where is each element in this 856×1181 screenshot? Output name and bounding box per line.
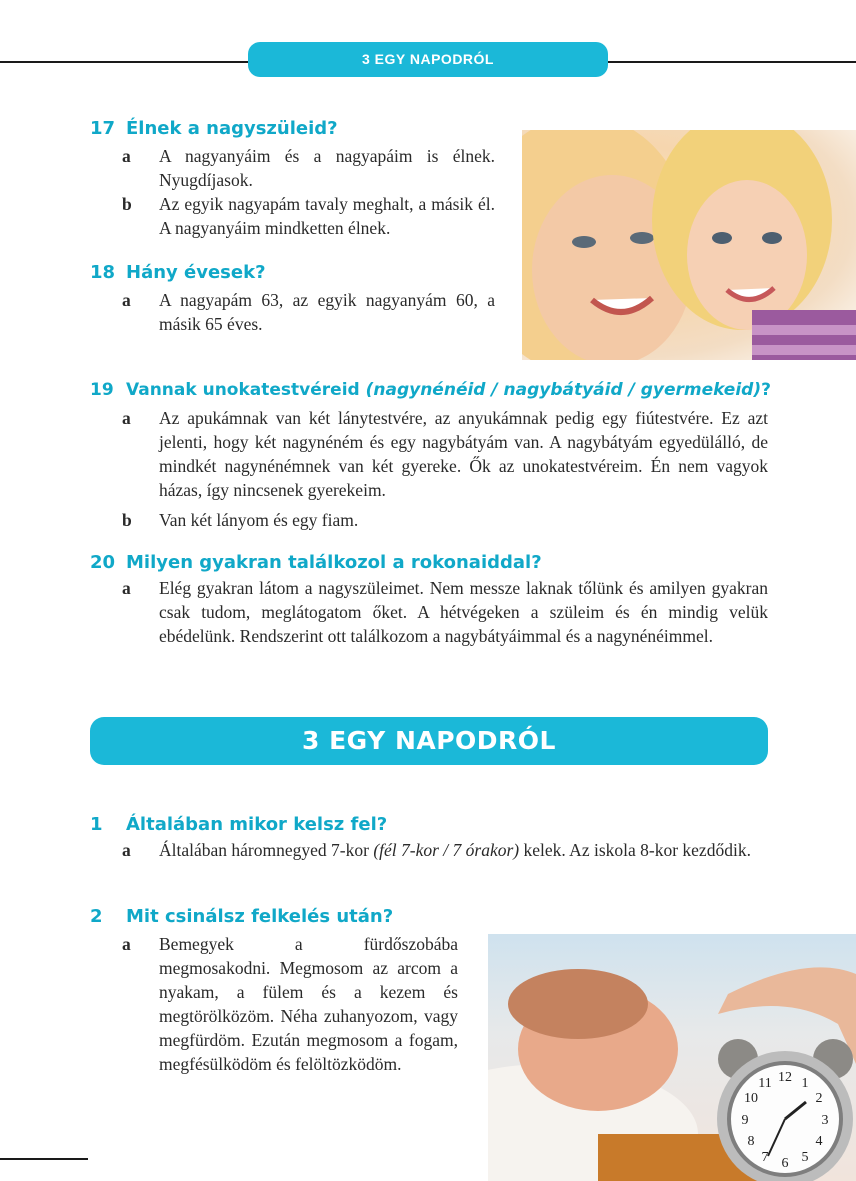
answer-hint: (fél 7-kor / 7 órakor) [373, 840, 520, 860]
answer-letter: a [122, 578, 131, 598]
answer-letter: a [122, 146, 131, 166]
answer-18a [122, 288, 495, 336]
answer-17a [122, 144, 495, 192]
footer-rule [0, 1158, 88, 1160]
question-text: Vannak unokatestvéreid [126, 380, 360, 400]
clock-numeral: 10 [744, 1091, 758, 1106]
clock-numeral: 11 [758, 1076, 772, 1091]
answer-1a [122, 838, 768, 862]
answer-19b [122, 508, 768, 532]
answer-text: Bemegyek a fürdőszobába megmosakodni. Megmosom az arcom a nyakam, a fülem és a kezem és megtörölközöm. Néha zuhanyozom, vagy megfürdöm. Ezután megmosom a fogam, megfésülködöm és felöltözködöm. [159, 934, 458, 1074]
header-rule-left [0, 61, 250, 63]
question-1 [90, 814, 387, 835]
clock-numeral: 7 [761, 1150, 769, 1165]
answer-letter: a [122, 408, 131, 428]
question-number: 18 [90, 262, 116, 283]
question-20 [90, 552, 542, 573]
sleeping-man-alarm-clock-photo [488, 934, 856, 1181]
section-title-bar: 3 EGY NAPODRÓL [90, 717, 768, 765]
answer-letter: a [122, 840, 131, 860]
clock-numeral: 5 [801, 1150, 809, 1165]
question-text: Hány évesek? [126, 262, 266, 283]
answer-text: A nagyapám 63, az egyik nagyanyám 60, a másik 65 éves. [159, 290, 495, 334]
answer-text: Van két lányom és egy fiam. [159, 510, 359, 530]
answer-text: Általában háromnegyed 7-kor (fél 7-kor / 7 órakor) kelek. Az iskola 8-kor kezdődik. [159, 840, 751, 860]
answer-text: Az apukámnak van két lánytestvére, az anyukámnak pedig egy fiútestvére. Ez azt jelenti, hogy két nagynéném és egy nagybátyám van. A nagybátyám egyedülálló, de mindkét nagynénémnek van két gyereke. Ők az unokatestvéreim. Én nem vagyok házas, így nincsenek gyerekeim. [159, 408, 768, 500]
question-number: 1 [90, 814, 103, 835]
question-text: Milyen gyakran találkozol a rokonaiddal? [126, 552, 542, 573]
clock-numeral: 6 [781, 1156, 789, 1171]
clock-numeral: 3 [821, 1113, 829, 1128]
question-end: ? [761, 380, 771, 400]
question-18 [90, 262, 266, 283]
answer-letter: a [122, 934, 131, 954]
question-text: Élnek a nagyszüleid? [126, 118, 338, 139]
clock-numeral: 2 [815, 1091, 823, 1106]
clock-numeral: 12 [778, 1070, 792, 1085]
answer-2a [122, 932, 458, 1076]
answer-17b [122, 192, 495, 240]
clock-numeral: 9 [741, 1113, 749, 1128]
answer-text: Elég gyakran látom a nagyszüleimet. Nem messze laknak tőlünk és amilyen gyakran csak tudom, meglátogatom őket. A hétvégeken a szüleim és én mindig velük ebédelünk. Rendszerint ott találkozom a nagybátyáimmal és a nagynénéimmel. [159, 578, 768, 646]
question-number: 17 [90, 118, 116, 139]
mother-daughter-photo [522, 130, 856, 360]
answer-19a [122, 406, 768, 502]
question-19 [90, 380, 771, 400]
clock-numeral: 8 [747, 1134, 755, 1149]
answer-letter: b [122, 194, 132, 214]
question-number: 2 [90, 906, 103, 927]
chapter-header: 3 EGY NAPODRÓL [248, 42, 608, 77]
question-number: 19 [90, 380, 114, 400]
answer-text: A nagyanyáim és a nagyapáim is élnek. Nyugdíjasok. [159, 146, 495, 190]
question-text: Általában mikor kelsz fel? [126, 814, 388, 835]
question-2 [90, 906, 393, 927]
question-17 [90, 118, 338, 139]
question-hint: (nagynénéid / nagybátyáid / gyermekeid) [365, 380, 762, 400]
answer-text: Az egyik nagyapám tavaly meghalt, a másik él. A nagyanyáim mindketten élnek. [159, 194, 495, 238]
question-number: 20 [90, 552, 116, 573]
clock-numeral: 4 [815, 1134, 823, 1149]
answer-letter: b [122, 510, 132, 530]
question-text: Mit csinálsz felkelés után? [126, 906, 394, 927]
header-rule-right [606, 61, 856, 63]
clock-numeral: 1 [801, 1076, 809, 1091]
answer-20a [122, 576, 768, 648]
answer-letter: a [122, 290, 131, 310]
